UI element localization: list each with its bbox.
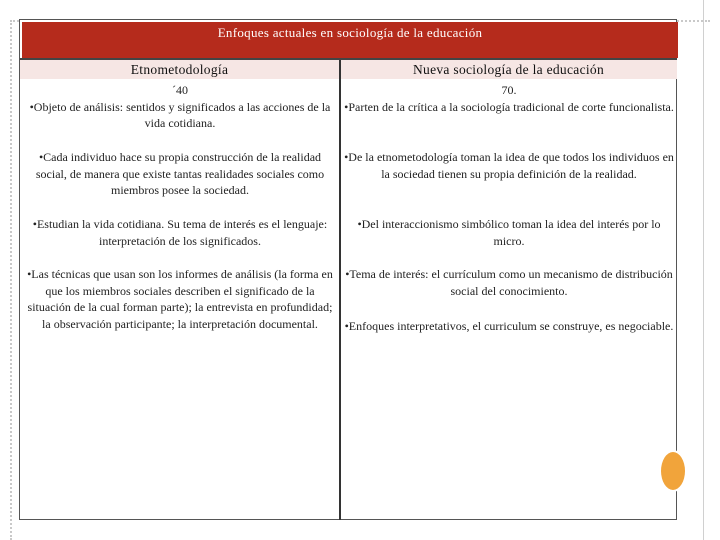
- table-cell: [343, 149, 675, 182]
- table-cell: [24, 266, 336, 332]
- table-cell: [24, 216, 336, 249]
- table-cell: [24, 82, 336, 132]
- table-header: [22, 22, 678, 58]
- cell-text: •Cada individuo hace su propia construcción de la realidad social, de manera que existe tantas realidades sociales como miembros posee la sociedad.: [35, 150, 325, 197]
- cell-text: •Tema de interés: el currículum como un mecanismo de distribución social del conocimiento.: [345, 267, 673, 298]
- cell-text: •Del interaccionismo simbólico toman la idea del interés por lo micro.: [357, 217, 661, 248]
- table-cell: [343, 266, 675, 335]
- table-cell: [343, 82, 675, 115]
- cell-text: •Enfoques interpretativos, el curriculum se construye, es negociable.: [344, 319, 674, 333]
- page-title: Enfoques actuales en sociología de la educación: [217, 25, 483, 40]
- decorative-circle: [661, 452, 685, 490]
- column-heading-etnometodologia: Etnometodología: [20, 60, 339, 79]
- cell-text: •Objeto de análisis: sentidos y significados a las acciones de la vida cotidiana.: [29, 99, 331, 130]
- cell-text: •Las técnicas que usan son los informes de análisis (la forma en que los miembros sociales describen el significado de la situación de la cual forman parte); la entrevista en profundidad; la observación participante; la interpretación documental.: [27, 267, 333, 331]
- slide-right-rule: [703, 0, 704, 540]
- cell-text: •Parten de la crítica a la sociología tradicional de corte funcionalista.: [344, 99, 674, 114]
- table-cell: [343, 216, 675, 249]
- cell-text: •De la etnometodología toman la idea de que todos los individuos en la sociedad tienen su propia definición de la realidad.: [344, 150, 674, 181]
- column-heading-nueva-sociologia: Nueva sociología de la educación: [340, 60, 677, 79]
- table-cell: [24, 149, 336, 199]
- slide-left-dotted-rule: [10, 20, 12, 540]
- cell-prefix: ´40: [172, 83, 188, 97]
- cell-prefix: 70.: [501, 83, 517, 97]
- column-divider: [339, 60, 341, 520]
- cell-text: •Estudian la vida cotidiana. Su tema de interés es el lenguaje: interpretación de los significados.: [32, 217, 328, 248]
